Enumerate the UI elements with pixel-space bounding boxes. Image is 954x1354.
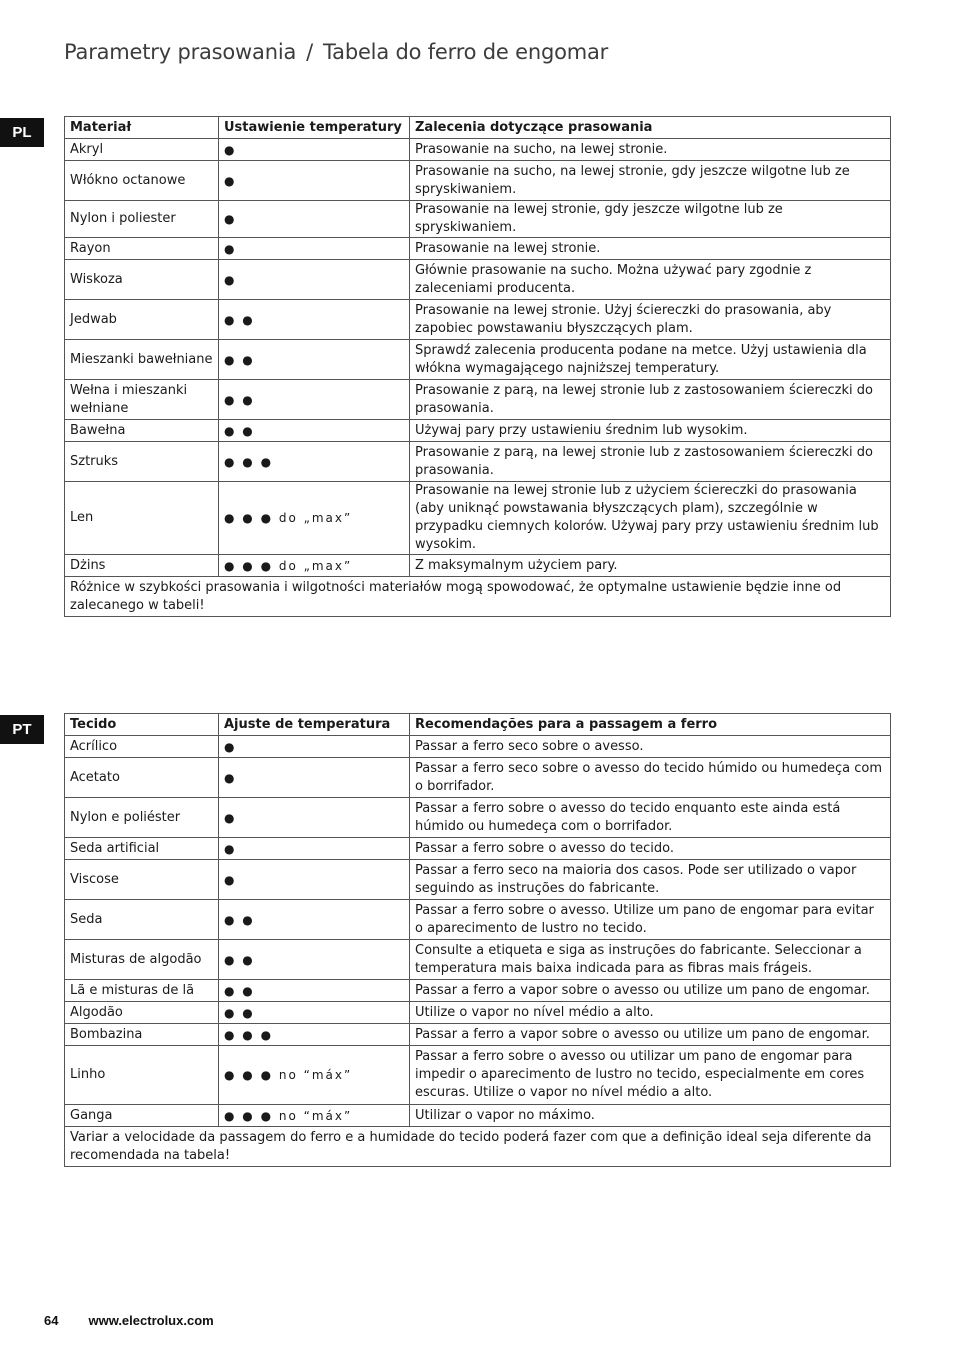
temperature-dots: ● ● ● do „max” (219, 555, 410, 577)
advice-cell: Passar a ferro sobre o avesso. Utilize um pano de engomar para evitar o aparecimento de lustro no tecido. (410, 900, 891, 940)
table-row (65, 555, 891, 577)
fabric-cell: Algodão (65, 1002, 219, 1024)
table-row (65, 1002, 891, 1024)
column-header-advice: Zalecenia dotyczące prasowania (410, 117, 891, 139)
fabric-cell: Acrílico (65, 736, 219, 758)
advice-cell: Passar a ferro sobre o avesso do tecido. (410, 838, 891, 860)
title-separator: / (306, 40, 314, 64)
advice-cell: Utilize o vapor no nível médio a alto. (410, 1002, 891, 1024)
temperature-dots: ● (219, 201, 410, 238)
fabric-cell: Akryl (65, 139, 219, 161)
fabric-cell: Len (65, 482, 219, 555)
fabric-cell: Bombazina (65, 1024, 219, 1046)
advice-cell: Passar a ferro seco sobre o avesso. (410, 736, 891, 758)
table-row (65, 139, 891, 161)
page-title (64, 40, 608, 64)
fabric-cell: Dżins (65, 555, 219, 577)
advice-cell: Głównie prasowanie na sucho. Można używać pary zgodnie z zaleceniami producenta. (410, 260, 891, 300)
table-note: Różnice w szybkości prasowania i wilgotności materiałów mogą spowodować, że optymalne ustawienie będzie inne od zalecanego w tabeli! (65, 577, 891, 617)
column-header-fabric: Tecido (65, 714, 219, 736)
table-row (65, 860, 891, 900)
temperature-dots: ● (219, 139, 410, 161)
table-row (65, 1024, 891, 1046)
temperature-dots: ● (219, 838, 410, 860)
temperature-dots: ● ● ● do „max” (219, 482, 410, 555)
fabric-cell: Nylon e poliéster (65, 798, 219, 838)
fabric-cell: Mieszanki bawełniane (65, 340, 219, 380)
table-row (65, 736, 891, 758)
table-row (65, 758, 891, 798)
website-link[interactable]: www.electrolux.com (88, 1313, 214, 1328)
advice-cell: Passar a ferro a vapor sobre o avesso ou utilize um pano de engomar. (410, 1024, 891, 1046)
temperature-dots: ● (219, 758, 410, 798)
temperature-dots: ● (219, 260, 410, 300)
table-header-row (65, 117, 891, 139)
temperature-dots: ● (219, 798, 410, 838)
advice-cell: Prasowanie na lewej stronie, gdy jeszcze wilgotne lub ze spryskiwaniem. (410, 201, 891, 238)
table-row (65, 201, 891, 238)
temperature-dots: ● ● ● no “máx” (219, 1046, 410, 1105)
temperature-dots: ● ● ● (219, 442, 410, 482)
table-row (65, 940, 891, 980)
fabric-cell: Viscose (65, 860, 219, 900)
title-portuguese: Tabela do ferro de engomar (323, 40, 609, 64)
advice-cell: Passar a ferro sobre o avesso do tecido enquanto este ainda está húmido ou humedeça com o borrifador. (410, 798, 891, 838)
advice-cell: Z maksymalnym użyciem pary. (410, 555, 891, 577)
column-header-temperature: Ustawienie temperatury (219, 117, 410, 139)
fabric-cell: Ganga (65, 1105, 219, 1127)
fabric-cell: Seda artificial (65, 838, 219, 860)
fabric-cell: Misturas de algodão (65, 940, 219, 980)
advice-cell: Prasowanie na sucho, na lewej stronie. (410, 139, 891, 161)
temperature-dots: ● (219, 161, 410, 201)
table-row (65, 300, 891, 340)
table-note: Variar a velocidade da passagem do ferro e a humidade do tecido poderá fazer com que a definição ideal seja diferente da recomendada na tabela! (65, 1127, 891, 1167)
advice-cell: Passar a ferro sobre o avesso ou utilizar um pano de engomar para impedir o aparecimento de lustro no tecido, especialmente em cores escuras. Utilize o vapor no nível médio a alto. (410, 1046, 891, 1105)
column-header-temperature: Ajuste de temperatura (219, 714, 410, 736)
table-row (65, 340, 891, 380)
fabric-cell: Wełna i mieszanki wełniane (65, 380, 219, 420)
table-row (65, 1105, 891, 1127)
table-row (65, 900, 891, 940)
advice-cell: Używaj pary przy ustawieniu średnim lub wysokim. (410, 420, 891, 442)
advice-cell: Prasowanie z parą, na lewej stronie lub z zastosowaniem ściereczki do prasowania. (410, 380, 891, 420)
advice-cell: Prasowanie na lewej stronie. (410, 238, 891, 260)
fabric-cell: Włókno octanowe (65, 161, 219, 201)
fabric-cell: Jedwab (65, 300, 219, 340)
ironing-table-pl (64, 116, 891, 617)
table-row (65, 238, 891, 260)
table-row (65, 980, 891, 1002)
temperature-dots: ● ● (219, 980, 410, 1002)
column-header-advice: Recomendações para a passagem a ferro (410, 714, 891, 736)
table-row (65, 1046, 891, 1105)
temperature-dots: ● ● (219, 420, 410, 442)
table-row (65, 838, 891, 860)
table-header-row (65, 714, 891, 736)
advice-cell: Prasowanie na lewej stronie lub z użyciem ściereczki do prasowania (aby uniknąć powstawania błyszczących plam), szczególnie w przypadku ciemnych kolorów. Używaj pary przy ustawieniu średnim lub wysokim. (410, 482, 891, 555)
table-row (65, 420, 891, 442)
table-note-row (65, 1127, 891, 1167)
temperature-dots: ● ● (219, 300, 410, 340)
ironing-table-pt (64, 713, 891, 1167)
temperature-dots: ● ● (219, 900, 410, 940)
advice-cell: Sprawdź zalecenia producenta podane na metce. Użyj ustawienia dla włókna wymagającego najniższej temperatury. (410, 340, 891, 380)
table-row (65, 442, 891, 482)
page-footer (44, 1313, 214, 1328)
advice-cell: Consulte a etiqueta e siga as instruções do fabricante. Seleccionar a temperatura mais baixa indicada para as fibras mais frágeis. (410, 940, 891, 980)
temperature-dots: ● (219, 860, 410, 900)
temperature-dots: ● (219, 736, 410, 758)
temperature-dots: ● ● ● (219, 1024, 410, 1046)
title-polish: Parametry prasowania (64, 40, 297, 64)
temperature-dots: ● ● (219, 380, 410, 420)
table-row (65, 260, 891, 300)
table-note-row (65, 577, 891, 617)
language-tab-pl: PL (0, 118, 44, 147)
advice-cell: Passar a ferro seco sobre o avesso do tecido húmido ou humedeça com o borrifador. (410, 758, 891, 798)
temperature-dots: ● (219, 238, 410, 260)
advice-cell: Prasowanie z parą, na lewej stronie lub z zastosowaniem ściereczki do prasowania. (410, 442, 891, 482)
temperature-dots: ● ● ● no “máx” (219, 1105, 410, 1127)
column-header-fabric: Materiał (65, 117, 219, 139)
fabric-cell: Linho (65, 1046, 219, 1105)
fabric-cell: Rayon (65, 238, 219, 260)
fabric-cell: Acetato (65, 758, 219, 798)
fabric-cell: Sztruks (65, 442, 219, 482)
fabric-cell: Bawełna (65, 420, 219, 442)
advice-cell: Passar a ferro a vapor sobre o avesso ou utilize um pano de engomar. (410, 980, 891, 1002)
table-row (65, 798, 891, 838)
fabric-cell: Lã e misturas de lã (65, 980, 219, 1002)
temperature-dots: ● ● (219, 1002, 410, 1024)
table-row (65, 380, 891, 420)
fabric-cell: Seda (65, 900, 219, 940)
language-tab-pt: PT (0, 715, 44, 744)
fabric-cell: Wiskoza (65, 260, 219, 300)
temperature-dots: ● ● (219, 940, 410, 980)
fabric-cell: Nylon i poliester (65, 201, 219, 238)
table-row (65, 482, 891, 555)
advice-cell: Utilizar o vapor no máximo. (410, 1105, 891, 1127)
page-number: 64 (44, 1313, 59, 1328)
temperature-dots: ● ● (219, 340, 410, 380)
advice-cell: Prasowanie na sucho, na lewej stronie, gdy jeszcze wilgotne lub ze spryskiwaniem. (410, 161, 891, 201)
advice-cell: Prasowanie na lewej stronie. Użyj ściereczki do prasowania, aby zapobiec powstawaniu błyszczących plam. (410, 300, 891, 340)
advice-cell: Passar a ferro seco na maioria dos casos. Pode ser utilizado o vapor seguindo as instruções do fabricante. (410, 860, 891, 900)
table-row (65, 161, 891, 201)
